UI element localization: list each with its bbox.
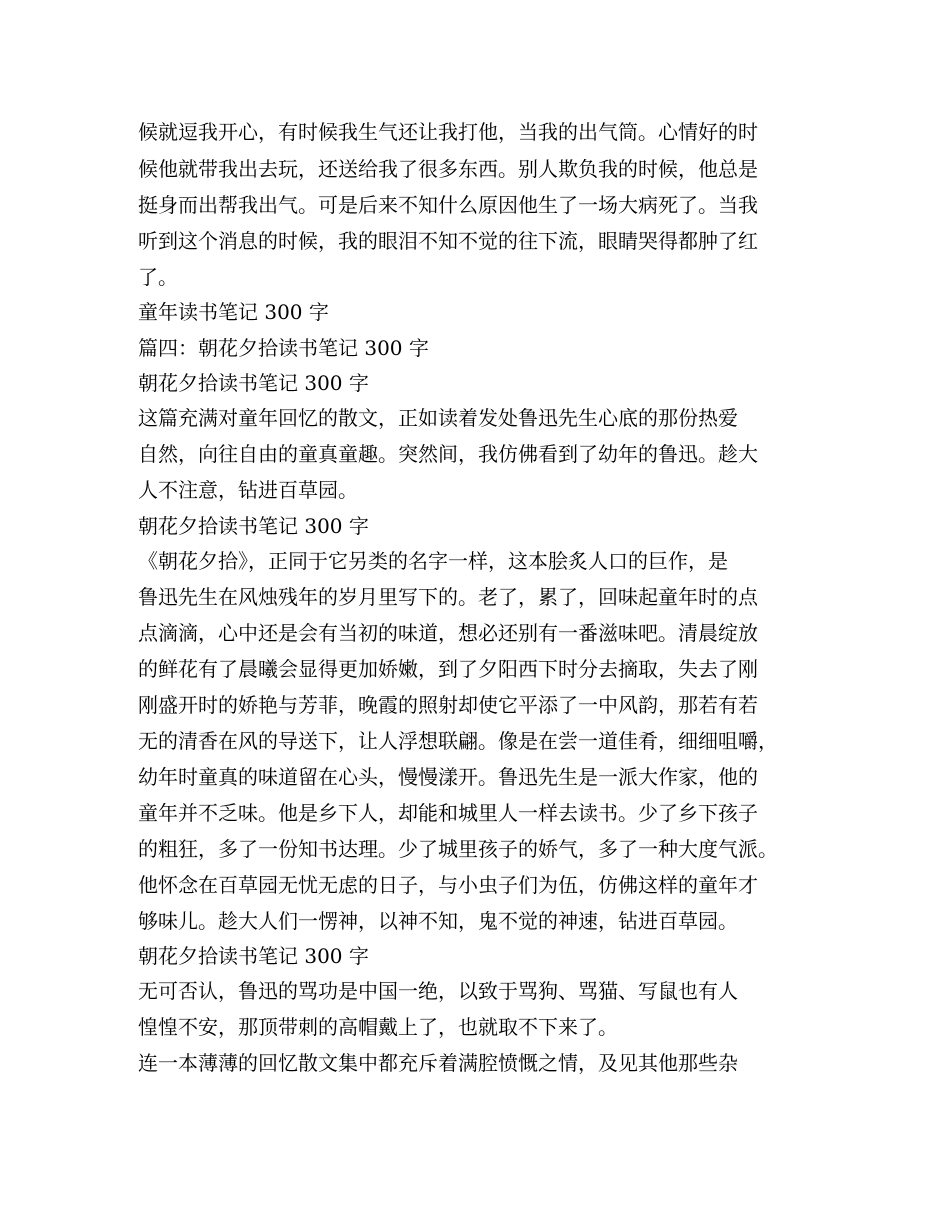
text-line: 鲁迅先生在风烛残年的岁月里写下的。老了，累了，回味起童年时的点 [138, 585, 758, 609]
text-line: 听到这个消息的时候，我的眼泪不知不觉的往下流，眼睛哭得都肿了红 [138, 229, 758, 253]
text-line: 了。 [138, 265, 178, 289]
text-line: 的粗狂，多了一份知书达理。少了城里孩子的娇气，多了一种大度气派。 [138, 837, 778, 861]
text-line: 够味儿。趁大人们一愣神，以神不知，鬼不觉的神速，钻进百草园。 [138, 909, 738, 933]
text-line: 刚盛开时的娇艳与芳菲，晚霞的照射却使它平添了一中风韵，那若有若 [138, 693, 758, 717]
text-line: 连一本薄薄的回忆散文集中都充斥着满腔愤慨之情，及见其他那些杂 [138, 1051, 738, 1075]
text-line: 自然，向往自由的童真童趣。突然间，我仿佛看到了幼年的鲁迅。趁大 [138, 442, 758, 466]
text-line: 人不注意，钻进百草园。 [138, 478, 358, 502]
text-line: 这篇充满对童年回忆的散文，正如读着发处鲁迅先生心底的那份热爱 [138, 406, 738, 430]
text-line: 童年并不乏味。他是乡下人，却能和城里人一样去读书。少了乡下孩子 [138, 801, 758, 825]
text-line: 候他就带我出去玩，还送给我了很多东西。别人欺负我的时候，他总是 [138, 157, 758, 181]
text-line: 点滴滴，心中还是会有当初的味道，想必还别有一番滋味吧。清晨绽放 [138, 621, 758, 645]
text-line: 的鲜花有了晨曦会显得更加娇嫩，到了夕阳西下时分去摘取，失去了刚 [138, 657, 758, 681]
text-line: 惶惶不安，那顶带刺的高帽戴上了，也就取不下来了。 [138, 1015, 618, 1039]
section-heading: 朝花夕拾读书笔记 300 字 [138, 371, 369, 395]
text-line: 他怀念在百草园无忧无虑的日子，与小虫子们为伍，仿佛这样的童年才 [138, 873, 758, 897]
section-heading: 童年读书笔记 300 字 [138, 300, 329, 324]
section-heading: 朝花夕拾读书笔记 300 字 [138, 514, 369, 538]
section-heading: 朝花夕拾读书笔记 300 字 [138, 944, 369, 968]
text-line: 候就逗我开心，有时候我生气还让我打他，当我的出气筒。心情好的时 [138, 120, 758, 144]
text-line: 《朝花夕拾》，正同于它另类的名字一样，这本脍炙人口的巨作，是 [138, 549, 728, 573]
text-line: 幼年时童真的味道留在心头，慢慢漾开。鲁迅先生是一派大作家，他的 [138, 765, 758, 789]
chapter-heading: 篇四：朝花夕拾读书笔记 300 字 [138, 336, 429, 360]
text-line: 无的清香在风的导送下，让人浮想联翩。像是在尝一道佳肴，细细咀嚼， [138, 729, 778, 753]
text-line: 无可否认，鲁迅的骂功是中国一绝，以致于骂狗、骂猫、写鼠也有人 [138, 979, 738, 1003]
text-line: 挺身而出帮我出气。可是后来不知什么原因他生了一场大病死了。当我 [138, 193, 758, 217]
